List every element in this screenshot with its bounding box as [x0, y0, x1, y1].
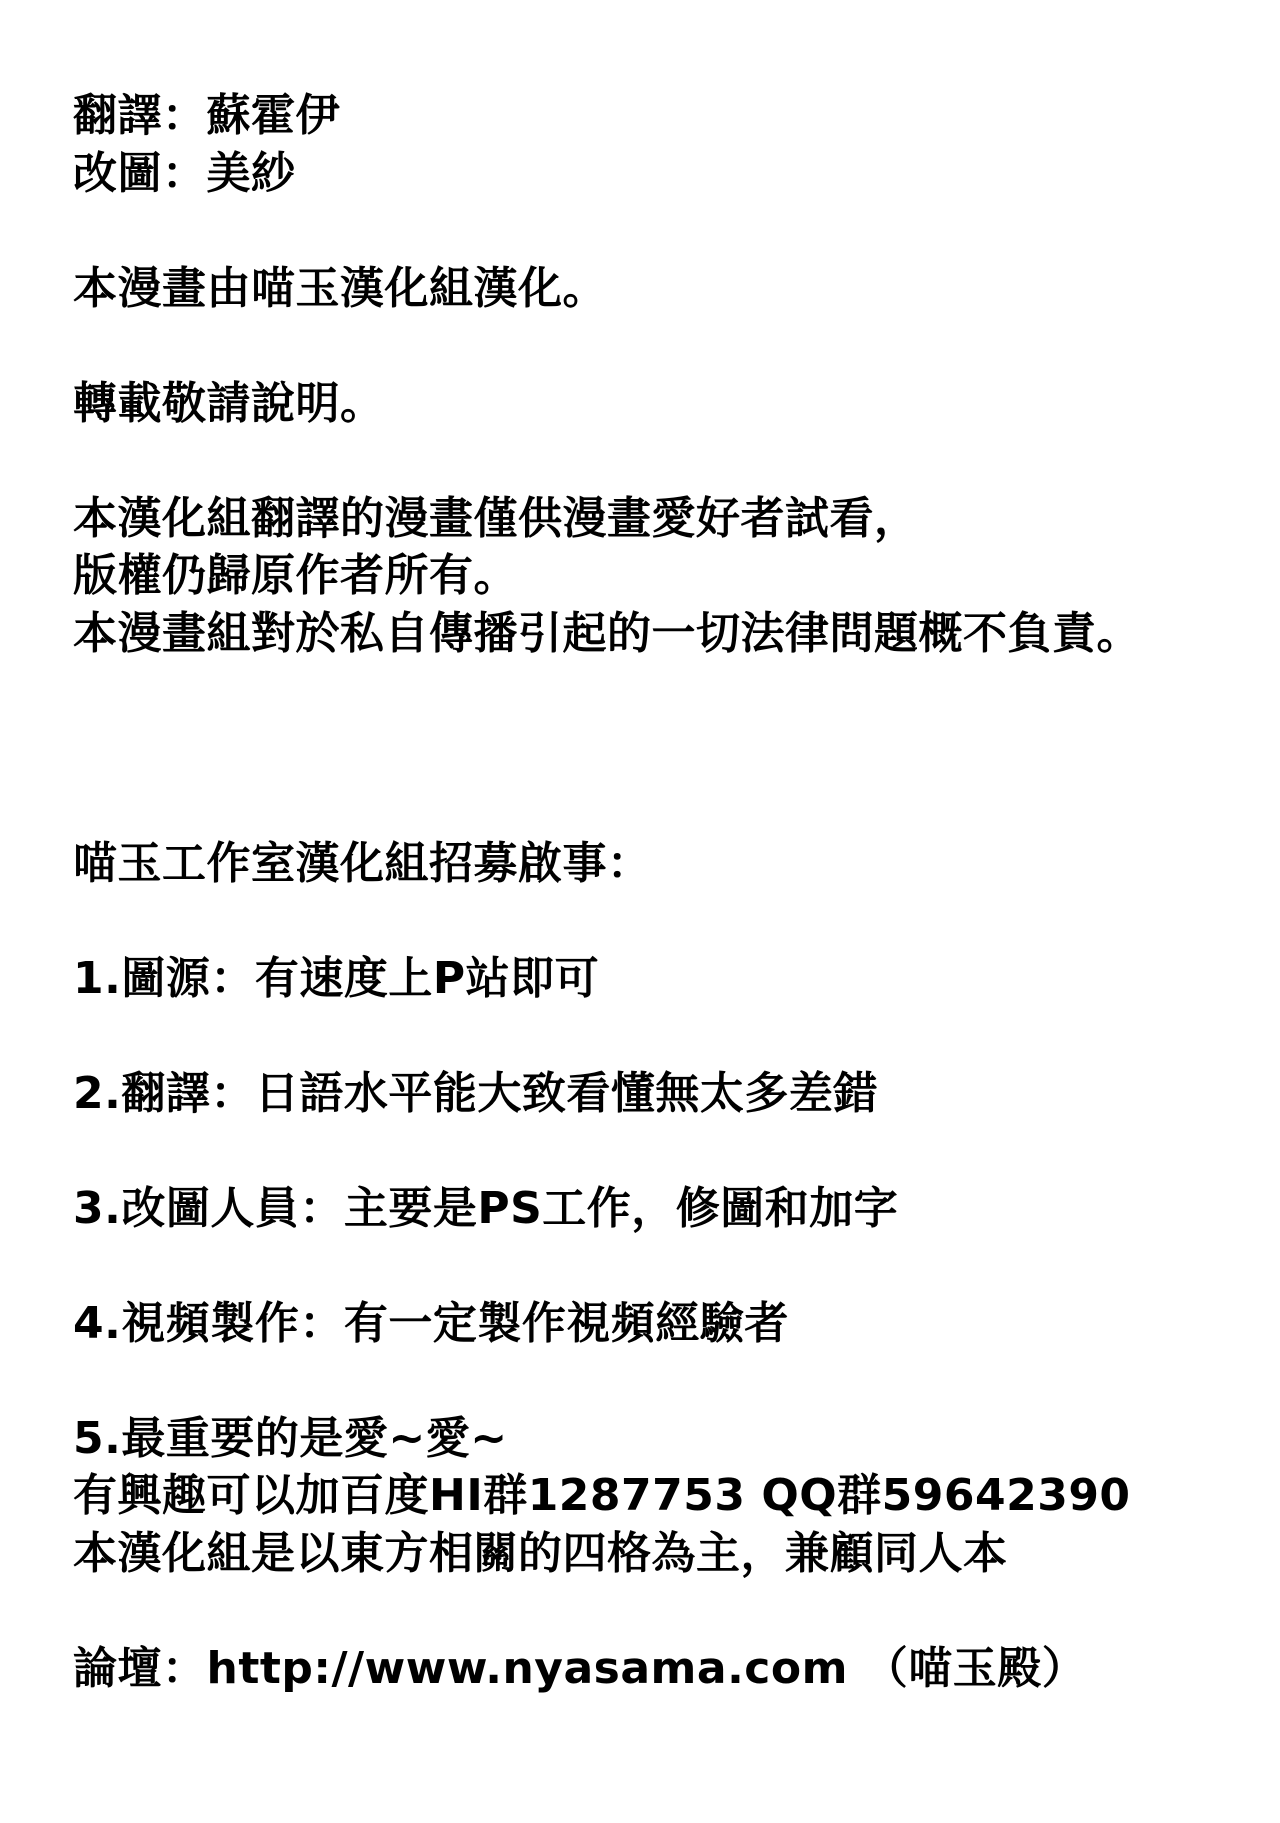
recruitment-item-editing: 3.改圖人員：主要是PS工作，修圖和加字	[73, 1182, 899, 1234]
blank-line	[73, 202, 1240, 260]
disclaimer-line: 本漫畫組對於私自傳播引起的一切法律問題概不負責。	[73, 607, 1141, 659]
editor-credit-line: 改圖：美紗	[73, 147, 296, 199]
recruitment-item-video: 4.視頻製作：有一定製作視頻經驗者	[73, 1297, 789, 1349]
disclaimer-line: 版權仍歸原作者所有。	[73, 550, 518, 601]
recruitment-item-love: 5.最重要的是愛~愛~	[73, 1412, 508, 1464]
blank-line	[73, 1237, 1240, 1295]
blank-line	[73, 317, 1240, 375]
forum-url-line: 論壇：http://www.nyasama.com （喵玉殿）	[73, 1642, 1087, 1694]
blank-line	[73, 662, 1240, 720]
group-credit-line: 本漫畫由喵玉漢化組漢化。	[73, 262, 607, 314]
blank-line	[73, 720, 1240, 778]
blank-line	[73, 777, 1240, 835]
recruitment-item-source: 1.圖源：有速度上P站即可	[73, 952, 600, 1004]
blank-line	[73, 1582, 1240, 1640]
blank-line	[73, 892, 1240, 950]
repost-request-line: 轉載敬請說明。	[73, 377, 385, 429]
contact-groups-line: 有興趣可以加百度HI群1287753 QQ群59642390	[73, 1470, 1131, 1521]
group-scope-line: 本漢化組是以東方相關的四格為主，兼顧同人本	[73, 1527, 1008, 1579]
translator-credit-line: 翻譯：蘇霍伊	[73, 90, 340, 141]
blank-line	[73, 1352, 1240, 1410]
blank-line	[73, 1007, 1240, 1065]
recruitment-heading: 喵玉工作室漢化組招募啟事：	[73, 837, 652, 889]
disclaimer-line: 本漢化組翻譯的漫畫僅供漫畫愛好者試看，	[73, 492, 919, 544]
blank-line	[73, 432, 1240, 490]
blank-line	[73, 1122, 1240, 1180]
recruitment-item-translation: 2.翻譯：日語水平能大致看懂無太多差錯	[73, 1067, 878, 1119]
